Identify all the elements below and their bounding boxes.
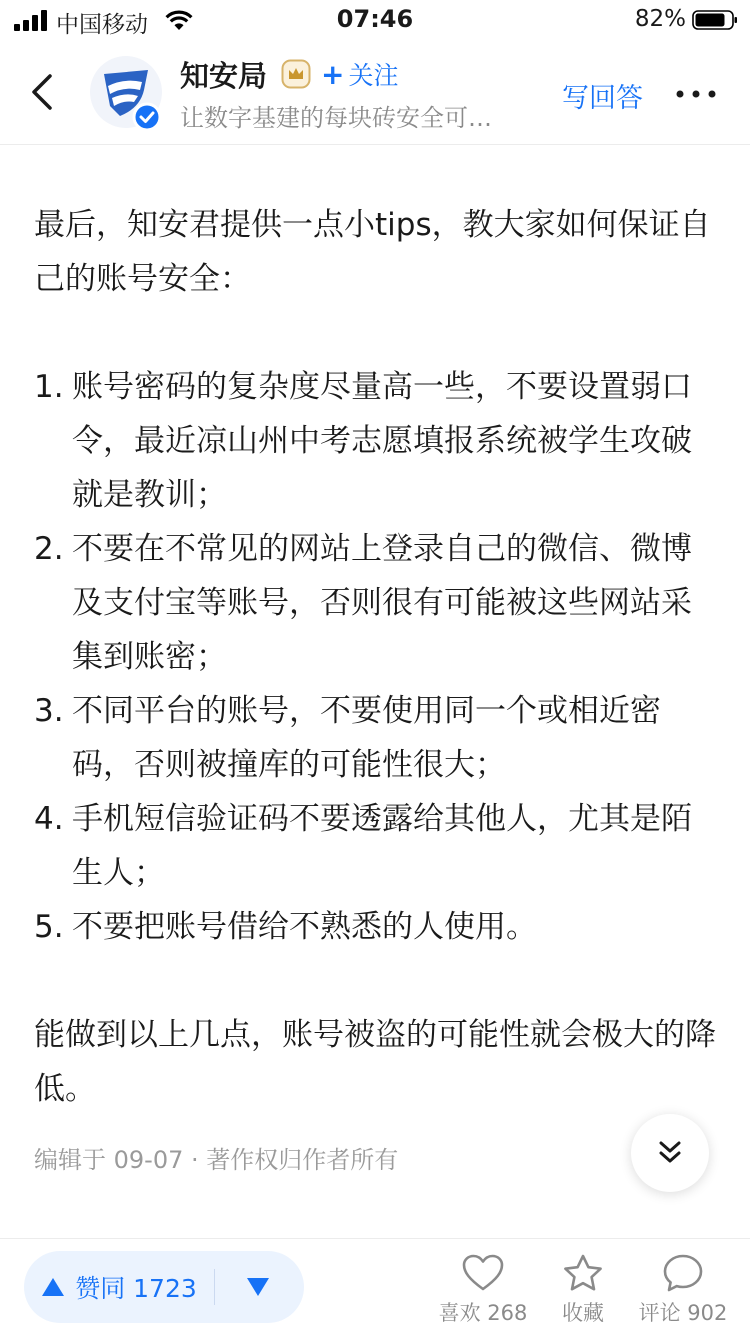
upvote-triangle-icon (41, 1277, 65, 1297)
conclusion-paragraph: 能做到以上几点，账号被盗的可能性就会极大的降低。 (34, 1017, 716, 1107)
follow-button[interactable] (321, 56, 398, 92)
bottom-action-bar (0, 1238, 750, 1335)
star-icon (561, 1253, 605, 1293)
account-name[interactable]: 知安局 (180, 58, 268, 93)
edit-info: 编辑于 09-07 · 著作权归作者所有 (34, 1146, 399, 1174)
follow-label: 关注 (348, 61, 399, 90)
downvote-triangle-icon (246, 1277, 270, 1297)
list-item-text: 手机短信验证码不要透露给其他人，尤其是陌生人； (72, 801, 692, 891)
verified-badge-icon (132, 102, 162, 132)
vote-divider (214, 1269, 215, 1305)
list-item-text: 不要在不常见的网站上登录自己的微信、微博及支付宝等账号，否则很有可能被这些网站采集到账密； (72, 531, 692, 675)
upvote-button[interactable] (24, 1251, 214, 1323)
answer-body (34, 198, 720, 1116)
comment-button[interactable] (638, 1253, 728, 1327)
write-answer-button[interactable]: 写回答 (562, 83, 643, 114)
intro-paragraph: 最后，知安君提供一点小tips，教大家如何保证自己的账号安全： (34, 207, 711, 297)
clock: 07:46 (336, 5, 414, 33)
org-badge-icon (281, 59, 311, 89)
list-item (34, 522, 720, 684)
battery-icon (692, 10, 738, 30)
scroll-next-button[interactable] (631, 1114, 709, 1192)
list-number: 5. (34, 909, 64, 945)
double-chevron-down-icon (657, 1139, 683, 1167)
comment-label: 评论 902 (638, 1301, 728, 1325)
list-item (34, 792, 720, 900)
list-item-text: 不要把账号借给不熟悉的人使用。 (72, 909, 537, 945)
answer-header (0, 40, 750, 145)
list-number: 1. (34, 369, 64, 405)
vote-control (24, 1251, 304, 1323)
list-number: 4. (34, 801, 64, 837)
list-item (34, 360, 720, 522)
more-options-icon[interactable] (676, 90, 716, 98)
downvote-button[interactable] (222, 1251, 294, 1323)
account-description: 让数字基建的每块砖安全可… (180, 104, 492, 132)
favorite-button[interactable] (538, 1253, 628, 1327)
list-number: 3. (34, 693, 64, 729)
battery-percent: 82% (634, 6, 686, 32)
list-item-text: 不同平台的账号，不要使用同一个或相近密码，否则被撞库的可能性很大； (72, 693, 661, 783)
back-arrow-icon[interactable] (26, 70, 60, 114)
status-bar (0, 0, 750, 40)
favorite-label: 收藏 (562, 1301, 604, 1325)
tips-list (34, 360, 720, 954)
like-label: 喜欢 268 (438, 1301, 528, 1325)
list-item-text: 账号密码的复杂度尽量高一些，不要设置弱口令，最近凉山州中考志愿填报系统被学生攻破就是教训； (72, 369, 692, 513)
list-number: 2. (34, 531, 64, 567)
account-title-row (180, 54, 399, 94)
carrier-name: 中国移动 (56, 12, 148, 38)
list-item (34, 900, 720, 954)
comment-bubble-icon (661, 1253, 705, 1293)
heart-icon (461, 1253, 505, 1293)
upvote-label: 赞同 1723 (75, 1274, 197, 1303)
like-button[interactable] (438, 1253, 528, 1327)
list-item (34, 684, 720, 792)
plus-icon: + (321, 57, 345, 91)
